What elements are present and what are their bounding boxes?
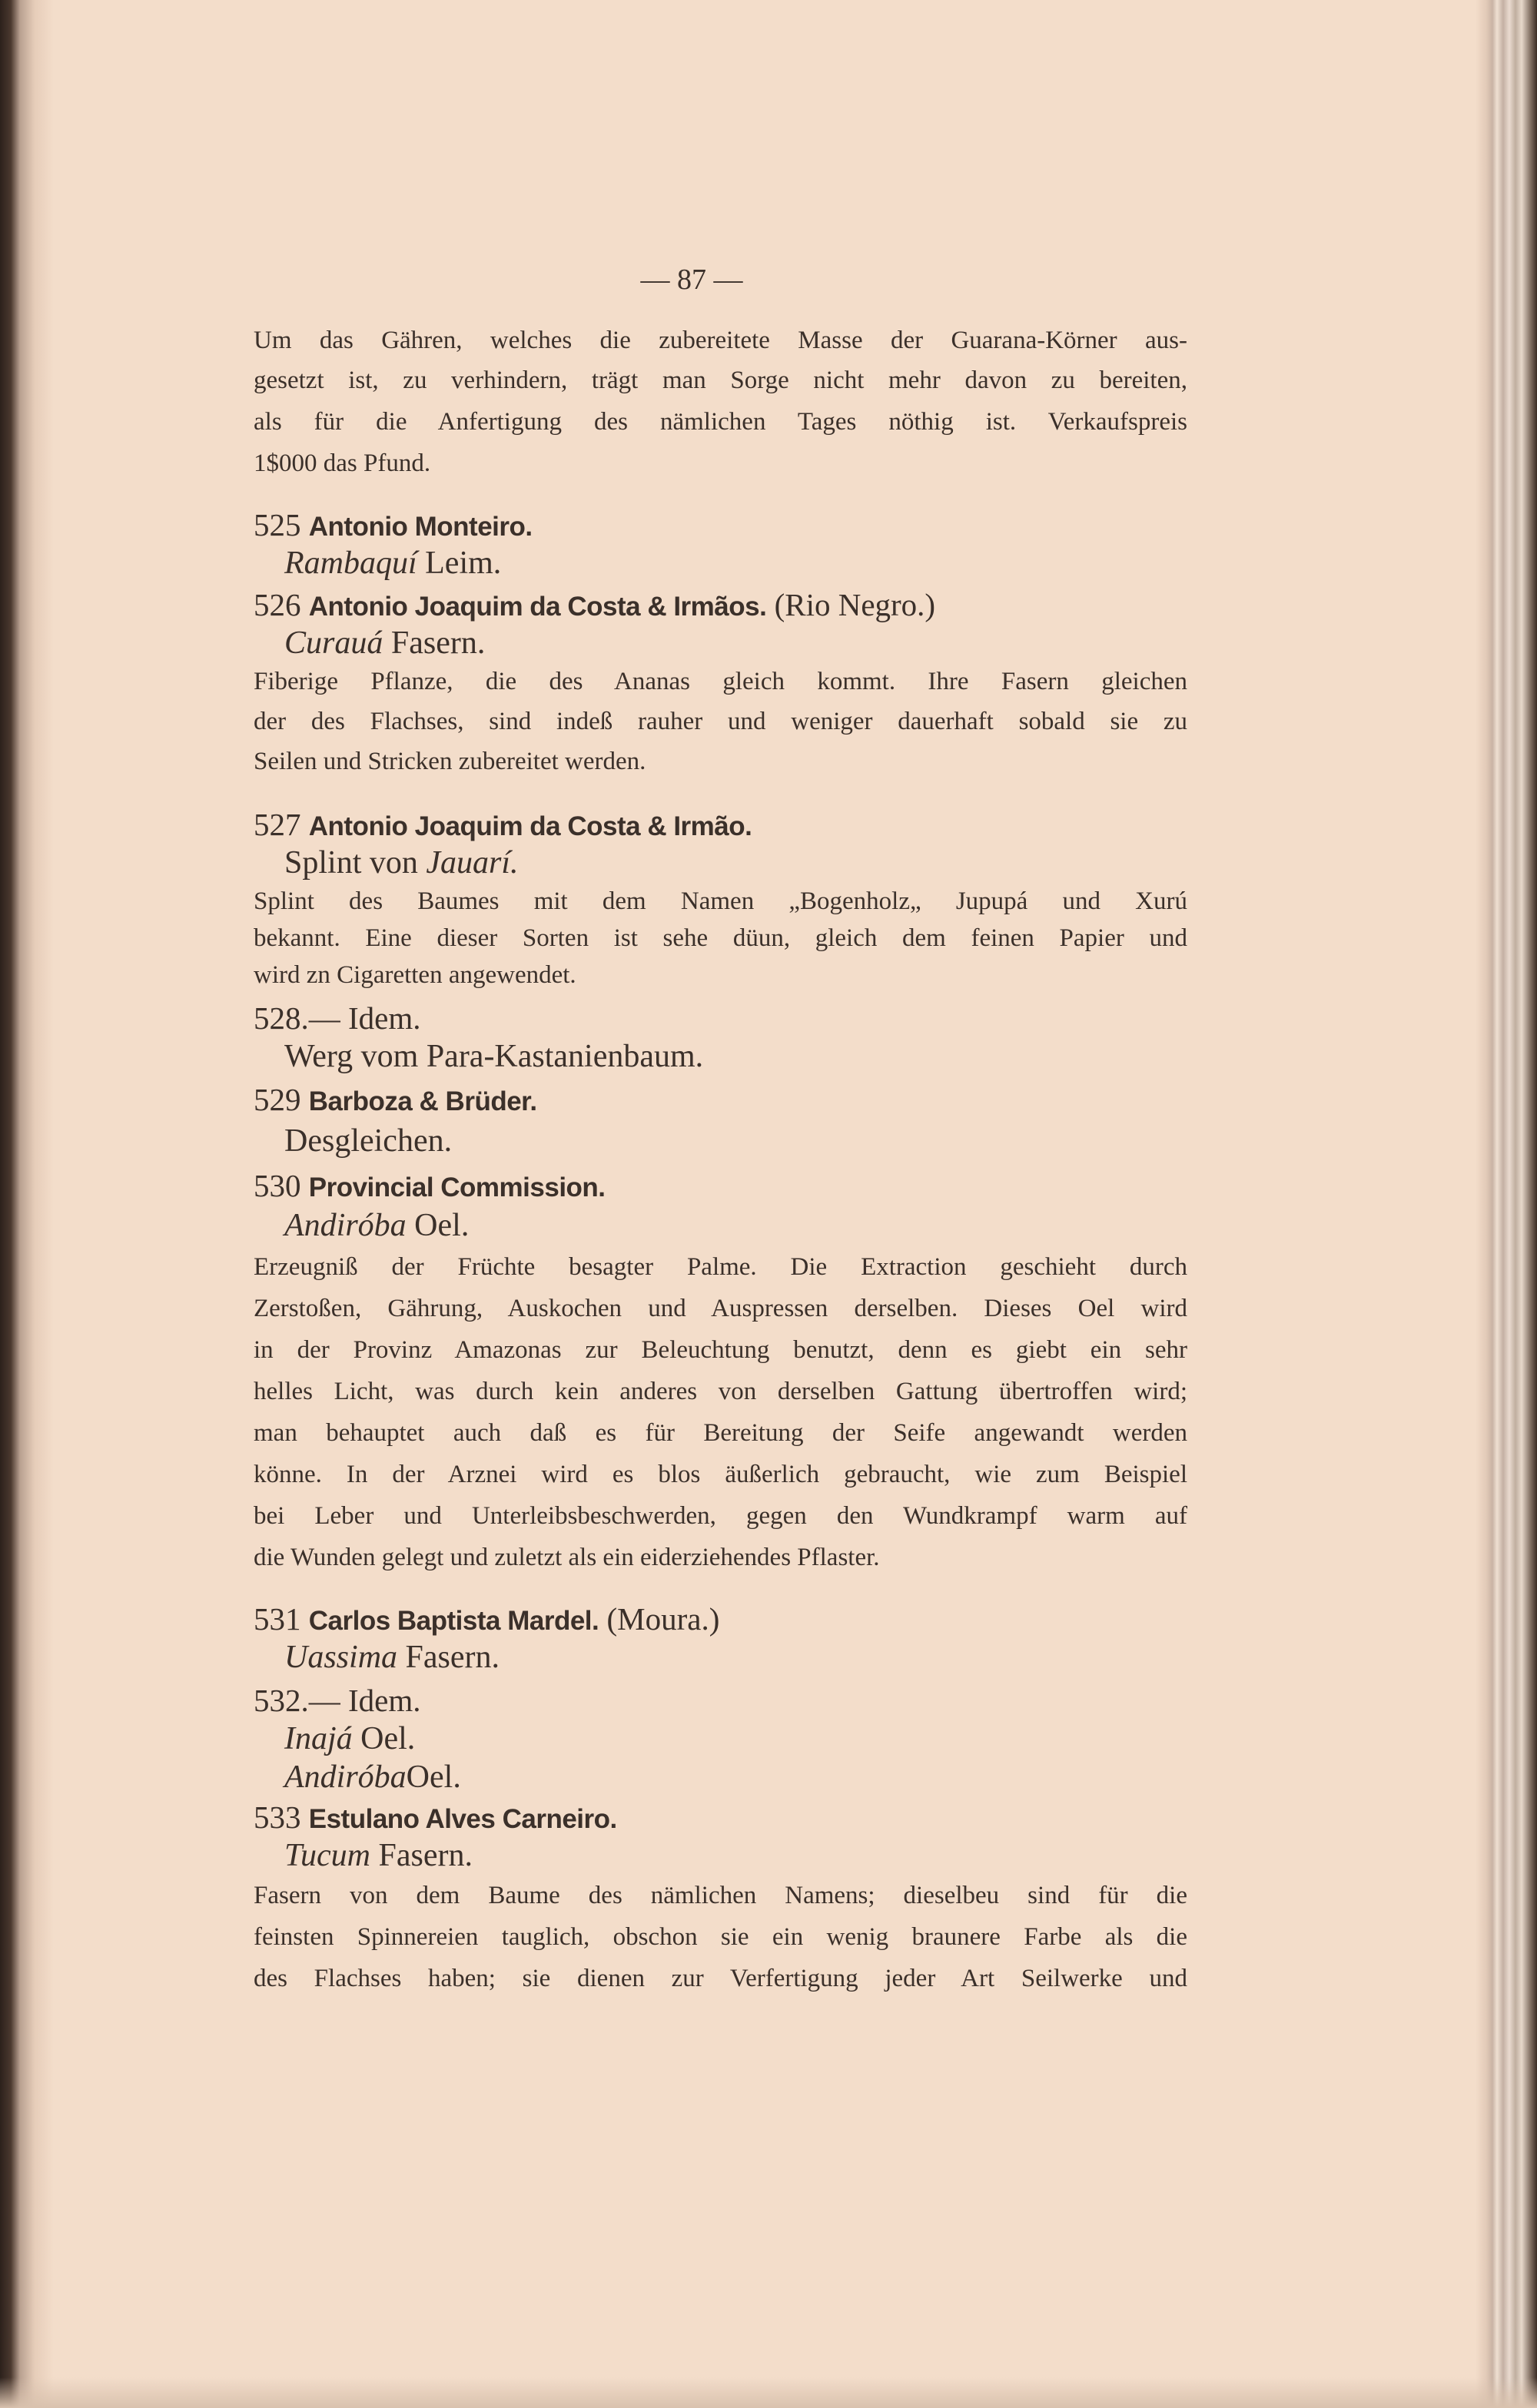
entry-number: 527 bbox=[254, 807, 301, 842]
entry-item bbox=[254, 1208, 1187, 1243]
paragraph-line: man behauptet auch daß es für Bereitung der Seife angewandt werden bbox=[254, 1419, 1187, 1447]
exhibitor-name: Barboza & Brüder. bbox=[308, 1086, 537, 1116]
item-product: Splint von bbox=[284, 845, 427, 881]
paragraph-line: gesetzt ist, zu verhindern, trägt man Sorge nicht mehr davon zu bereiten, bbox=[254, 367, 1187, 394]
paragraph-line: der des Flachses, sind indeß rauher und weniger dauerhaft sobald sie zu bbox=[254, 708, 1187, 735]
paragraph-line: Um das Gähren, welches die zubereitete Masse der Guarana-Körner aus- bbox=[254, 327, 1187, 354]
entry-number: 529 bbox=[254, 1082, 301, 1117]
paragraph-line: Seilen und Stricken zubereitet werden. bbox=[254, 748, 646, 775]
paragraph-line: bekannt. Eine dieser Sorten ist sehe düun, gleich dem feinen Papier und bbox=[254, 924, 1187, 952]
paragraph-line: bei Leber und Unterleibsbeschwerden, gegen den Wundkrampf warm auf bbox=[254, 1502, 1187, 1530]
item-product: Desgleichen. bbox=[284, 1123, 453, 1159]
paragraph-line: Zerstoßen, Gährung, Auskochen und Auspressen derselben. Dieses Oel wird bbox=[254, 1295, 1187, 1322]
entry-header-533 bbox=[254, 1799, 1187, 1835]
book-gutter-shadow bbox=[0, 0, 54, 2408]
paragraph-line: Erzeugniß der Früchte besagter Palme. Die Extraction geschieht durch bbox=[254, 1253, 1187, 1281]
entry-item bbox=[254, 546, 1187, 581]
paragraph-line: als für die Anfertigung des nämlichen Tages nöthig ist. Verkaufspreis bbox=[254, 408, 1187, 436]
entry-header-529 bbox=[254, 1082, 1187, 1117]
item-product: Oel. bbox=[406, 1208, 470, 1243]
page-number: — 87 — bbox=[640, 264, 743, 296]
item-species: Inajá bbox=[284, 1721, 353, 1756]
item-species: Tucum bbox=[284, 1838, 371, 1873]
item-species: Curauá bbox=[284, 625, 383, 661]
page-bottom-edge bbox=[0, 2377, 1537, 2408]
entry-header-527 bbox=[254, 807, 1187, 842]
paragraph-line: Fasern von dem Baume des nämlichen Namens; dieselbeu sind für die bbox=[254, 1882, 1187, 1909]
entry-location: (Moura.) bbox=[599, 1601, 720, 1637]
exhibitor-name: Antonio Joaquim da Costa & Irmão. bbox=[308, 811, 752, 841]
entry-header-525 bbox=[254, 507, 1187, 542]
item-species: Rambaquí bbox=[284, 546, 417, 581]
entry-item bbox=[254, 1760, 1187, 1795]
paragraph-line: helles Licht, was durch kein anderes von derselben Gattung übertroffen wird; bbox=[254, 1378, 1187, 1405]
entry-item bbox=[254, 1838, 1187, 1873]
paragraph-line: könne. In der Arznei wird es blos äußerlich gebraucht, wie zum Beispiel bbox=[254, 1461, 1187, 1488]
entry-number: 533 bbox=[254, 1799, 301, 1835]
item-product: Oel. bbox=[406, 1760, 461, 1795]
item-product: Oel. bbox=[352, 1721, 416, 1756]
entry-header-528 bbox=[254, 1000, 1187, 1036]
item-product: Fasern. bbox=[370, 1838, 473, 1873]
paragraph-line: des Flachses haben; sie dienen zur Verfertigung jeder Art Seilwerke und bbox=[254, 1965, 1187, 1992]
item-species: Andiróba bbox=[284, 1208, 407, 1243]
item-species: Jauarí. bbox=[426, 845, 519, 881]
entry-header-532 bbox=[254, 1683, 1187, 1718]
entry-header-526 bbox=[254, 587, 1187, 622]
paragraph-line: Splint des Baumes mit dem Namen „Bogenholz„ Jupupá und Xurú bbox=[254, 887, 1187, 915]
entry-number: 526 bbox=[254, 587, 301, 622]
entry-item bbox=[254, 1123, 1187, 1159]
entry-number: 531 bbox=[254, 1601, 301, 1637]
paragraph-line: die Wunden gelegt und zuletzt als ein eiderziehendes Pflaster. bbox=[254, 1544, 880, 1571]
exhibitor-name: Antonio Joaquim da Costa & Irmãos. bbox=[308, 592, 767, 622]
paragraph-line: feinsten Spinnereien tauglich, obschon sie ein wenig braunere Farbe als die bbox=[254, 1923, 1187, 1951]
exhibitor-name: Carlos Baptista Mardel. bbox=[308, 1606, 599, 1636]
entry-item bbox=[254, 1721, 1187, 1756]
paragraph-line: wird zn Cigaretten angewendet. bbox=[254, 961, 576, 989]
entry-number: 525 bbox=[254, 507, 301, 542]
item-species: Uassima bbox=[284, 1640, 398, 1675]
exhibitor-name: Provincial Commission. bbox=[308, 1172, 606, 1202]
page-stack-edge bbox=[1476, 0, 1537, 2408]
item-species: Andiróba bbox=[284, 1760, 407, 1795]
entry-item bbox=[254, 625, 1187, 661]
entry-number: 532.— Idem. bbox=[254, 1683, 421, 1718]
item-product: Leim. bbox=[417, 546, 502, 581]
entry-header-530 bbox=[254, 1168, 1187, 1203]
entry-header-531 bbox=[254, 1601, 1187, 1637]
entry-item bbox=[254, 845, 1187, 881]
entry-number: 530 bbox=[254, 1168, 301, 1203]
exhibitor-name: Antonio Monteiro. bbox=[308, 512, 533, 542]
entry-location: (Rio Negro.) bbox=[766, 587, 936, 622]
entry-item bbox=[254, 1640, 1187, 1675]
entry-item bbox=[254, 1039, 1187, 1074]
item-product: Werg vom Para-Kastanienbaum. bbox=[284, 1039, 704, 1074]
entry-number: 528.— Idem. bbox=[254, 1000, 421, 1036]
item-product: Fasern. bbox=[383, 625, 486, 661]
paragraph-line: Fiberige Pflanze, die des Ananas gleich kommt. Ihre Fasern gleichen bbox=[254, 668, 1187, 695]
item-product: Fasern. bbox=[397, 1640, 500, 1675]
paragraph-line: 1$000 das Pfund. bbox=[254, 449, 431, 477]
paragraph-line: in der Provinz Amazonas zur Beleuchtung benutzt, denn es giebt ein sehr bbox=[254, 1336, 1187, 1364]
exhibitor-name: Estulano Alves Carneiro. bbox=[308, 1804, 617, 1834]
